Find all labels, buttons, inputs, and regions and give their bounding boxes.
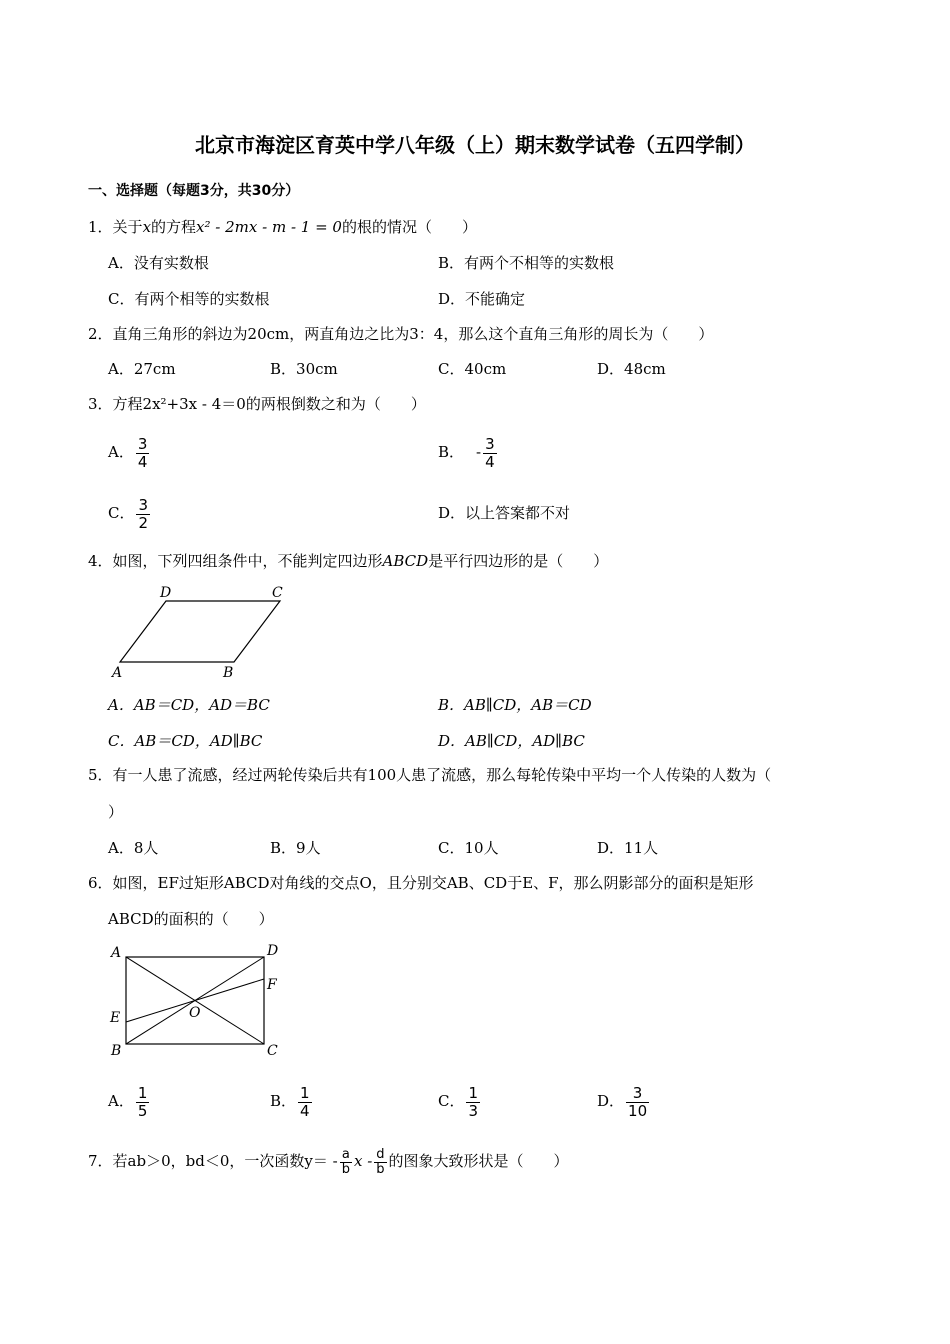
figure-label-b: B: [223, 665, 234, 681]
q1-option-a[interactable]: A．没有实数根: [108, 254, 209, 272]
q6-a-num: 1: [137, 1083, 148, 1102]
question-2: 2．直角三角形的斜边为20cm，两直角边之比为3：4，那么这个直角三角形的周长为（ ）: [88, 325, 714, 343]
q4-option-d[interactable]: D．AB∥CD，AD∥BC: [438, 732, 585, 750]
q2-option-d[interactable]: D．48cm: [597, 360, 666, 378]
question-1: [88, 217, 477, 237]
q6-b-den: 4: [300, 1101, 310, 1120]
q7-mid: x -: [353, 1152, 373, 1170]
figure-label-d: D: [267, 943, 279, 959]
q6-d-den: 10: [628, 1101, 648, 1120]
q7-f1-num: a: [340, 1148, 352, 1163]
q3-a-num: 3: [137, 434, 148, 453]
figure-label-f: F: [267, 977, 277, 993]
q6-option-b[interactable]: [270, 1081, 314, 1121]
q3-a-label: A．: [108, 443, 134, 461]
question-5: 5．有一人患了流感，经过两轮传染后共有100人患了流感，那么每轮传染中平均一个人传染的人数为（: [88, 766, 772, 784]
question-7: [88, 1141, 569, 1181]
q1-number: 1．: [88, 218, 113, 236]
q3-b-fraction: [483, 436, 497, 471]
q7-pre: 7．若ab＞0，bd＜0，一次函数y＝ -: [88, 1152, 338, 1170]
q4-pre: 4．如图，下列四组条件中，不能判定四边形: [88, 552, 383, 570]
figure-label-a: A: [112, 665, 123, 681]
figure-label-a: A: [111, 945, 122, 961]
q6-d-num: 3: [626, 1085, 649, 1103]
section-heading-choice: 一、选择题（每题3分，共30分）: [88, 183, 300, 199]
q6-a-fraction: [136, 1085, 150, 1120]
q3-c-den: 2: [138, 513, 149, 532]
parallelogram-figure: [108, 580, 298, 682]
q1-mid: 的方程: [151, 218, 197, 236]
q1-option-d[interactable]: D．不能确定: [438, 290, 526, 308]
q5-option-a[interactable]: A．8人: [108, 839, 159, 857]
q1-equation: x² - 2mx - m - 1 = 0: [196, 218, 342, 236]
q6-d-label: D．: [597, 1092, 625, 1110]
figure-label-e: E: [110, 1010, 121, 1026]
q7-f2-den: b: [376, 1161, 385, 1177]
q7-post: 的图象大致形状是（ ）: [388, 1152, 569, 1170]
figure-label-c: C: [272, 585, 283, 601]
rectangle-figure: [104, 940, 294, 1062]
q6-option-c[interactable]: [438, 1081, 482, 1121]
q3-c-label: C．: [108, 504, 135, 522]
question-4: [88, 551, 608, 571]
question-5-line2: ）: [108, 803, 124, 821]
q3-a-fraction: [136, 436, 150, 471]
q2-option-a[interactable]: A．27cm: [108, 360, 176, 378]
q2-option-b[interactable]: B．30cm: [270, 360, 338, 378]
q6-b-fraction: [298, 1085, 312, 1120]
q1-var: x: [142, 218, 152, 236]
q4-option-b[interactable]: B．AB∥CD，AB＝CD: [438, 696, 592, 714]
q1-post: 的根的情况（ ）: [341, 218, 477, 236]
q6-c-den: 3: [468, 1101, 479, 1120]
q3-b-num: 3: [485, 434, 495, 453]
figure-label-c: C: [267, 1043, 278, 1059]
q3-a-den: 4: [137, 452, 148, 471]
q7-f1-den: b: [341, 1161, 350, 1177]
q5-option-b[interactable]: B．9人: [270, 839, 321, 857]
q3-b-den: 4: [485, 452, 495, 471]
q1-option-b[interactable]: B．有两个不相等的实数根: [438, 254, 615, 272]
q6-a-den: 5: [137, 1101, 148, 1120]
q4-post: 是平行四边形的是（ ）: [428, 552, 609, 570]
q7-fraction-a-b: [340, 1148, 352, 1177]
q5-option-c[interactable]: C．10人: [438, 839, 499, 857]
q7-f2-num: d: [376, 1146, 385, 1162]
q3-b-label: B．: [438, 443, 465, 461]
question-6-line2: ABCD的面积的（ ）: [108, 910, 274, 928]
page-title: 北京市海淀区育英中学八年级（上）期末数学试卷（五四学制）: [195, 133, 755, 157]
q6-b-label: B．: [270, 1092, 297, 1110]
q6-c-num: 1: [468, 1083, 479, 1102]
q3-option-a[interactable]: [108, 432, 151, 472]
q3-b-sign: -: [476, 443, 482, 461]
q5-option-d[interactable]: D．11人: [597, 839, 659, 857]
q6-b-num: 1: [300, 1083, 310, 1102]
q6-c-label: C．: [438, 1092, 465, 1110]
question-6: 6．如图，EF过矩形ABCD对角线的交点O，且分别交AB、CD于E、F，那么阴影部分的面积是矩形: [88, 874, 754, 892]
question-3: 3．方程2x²+3x - 4＝0的两根倒数之和为（ ）: [88, 395, 426, 413]
figure-label-d: D: [160, 585, 172, 601]
q3-c-num: 3: [138, 495, 149, 514]
q1-pre: 关于: [112, 218, 143, 236]
q3-c-fraction: [136, 497, 150, 532]
q6-option-d[interactable]: [597, 1081, 651, 1121]
figure-label-b: B: [111, 1043, 122, 1059]
q6-a-label: A．: [108, 1092, 134, 1110]
q3-option-c[interactable]: [108, 493, 152, 533]
q3-option-b[interactable]: [438, 432, 499, 472]
q6-c-fraction: [466, 1085, 480, 1120]
figure-label-o: O: [189, 1005, 201, 1021]
q2-option-c[interactable]: C．40cm: [438, 360, 507, 378]
q4-name: ABCD: [382, 552, 429, 570]
q6-option-a[interactable]: [108, 1081, 151, 1121]
q4-option-c[interactable]: C．AB＝CD，AD∥BC: [108, 732, 263, 750]
parallelogram-shape: [120, 601, 280, 662]
q7-fraction-d-b: [374, 1148, 386, 1177]
q6-d-fraction: [626, 1085, 649, 1120]
q4-option-a[interactable]: A．AB＝CD，AD＝BC: [108, 696, 270, 714]
q3-option-d[interactable]: D．以上答案都不对: [438, 504, 571, 522]
q1-option-c[interactable]: C．有两个相等的实数根: [108, 290, 270, 308]
